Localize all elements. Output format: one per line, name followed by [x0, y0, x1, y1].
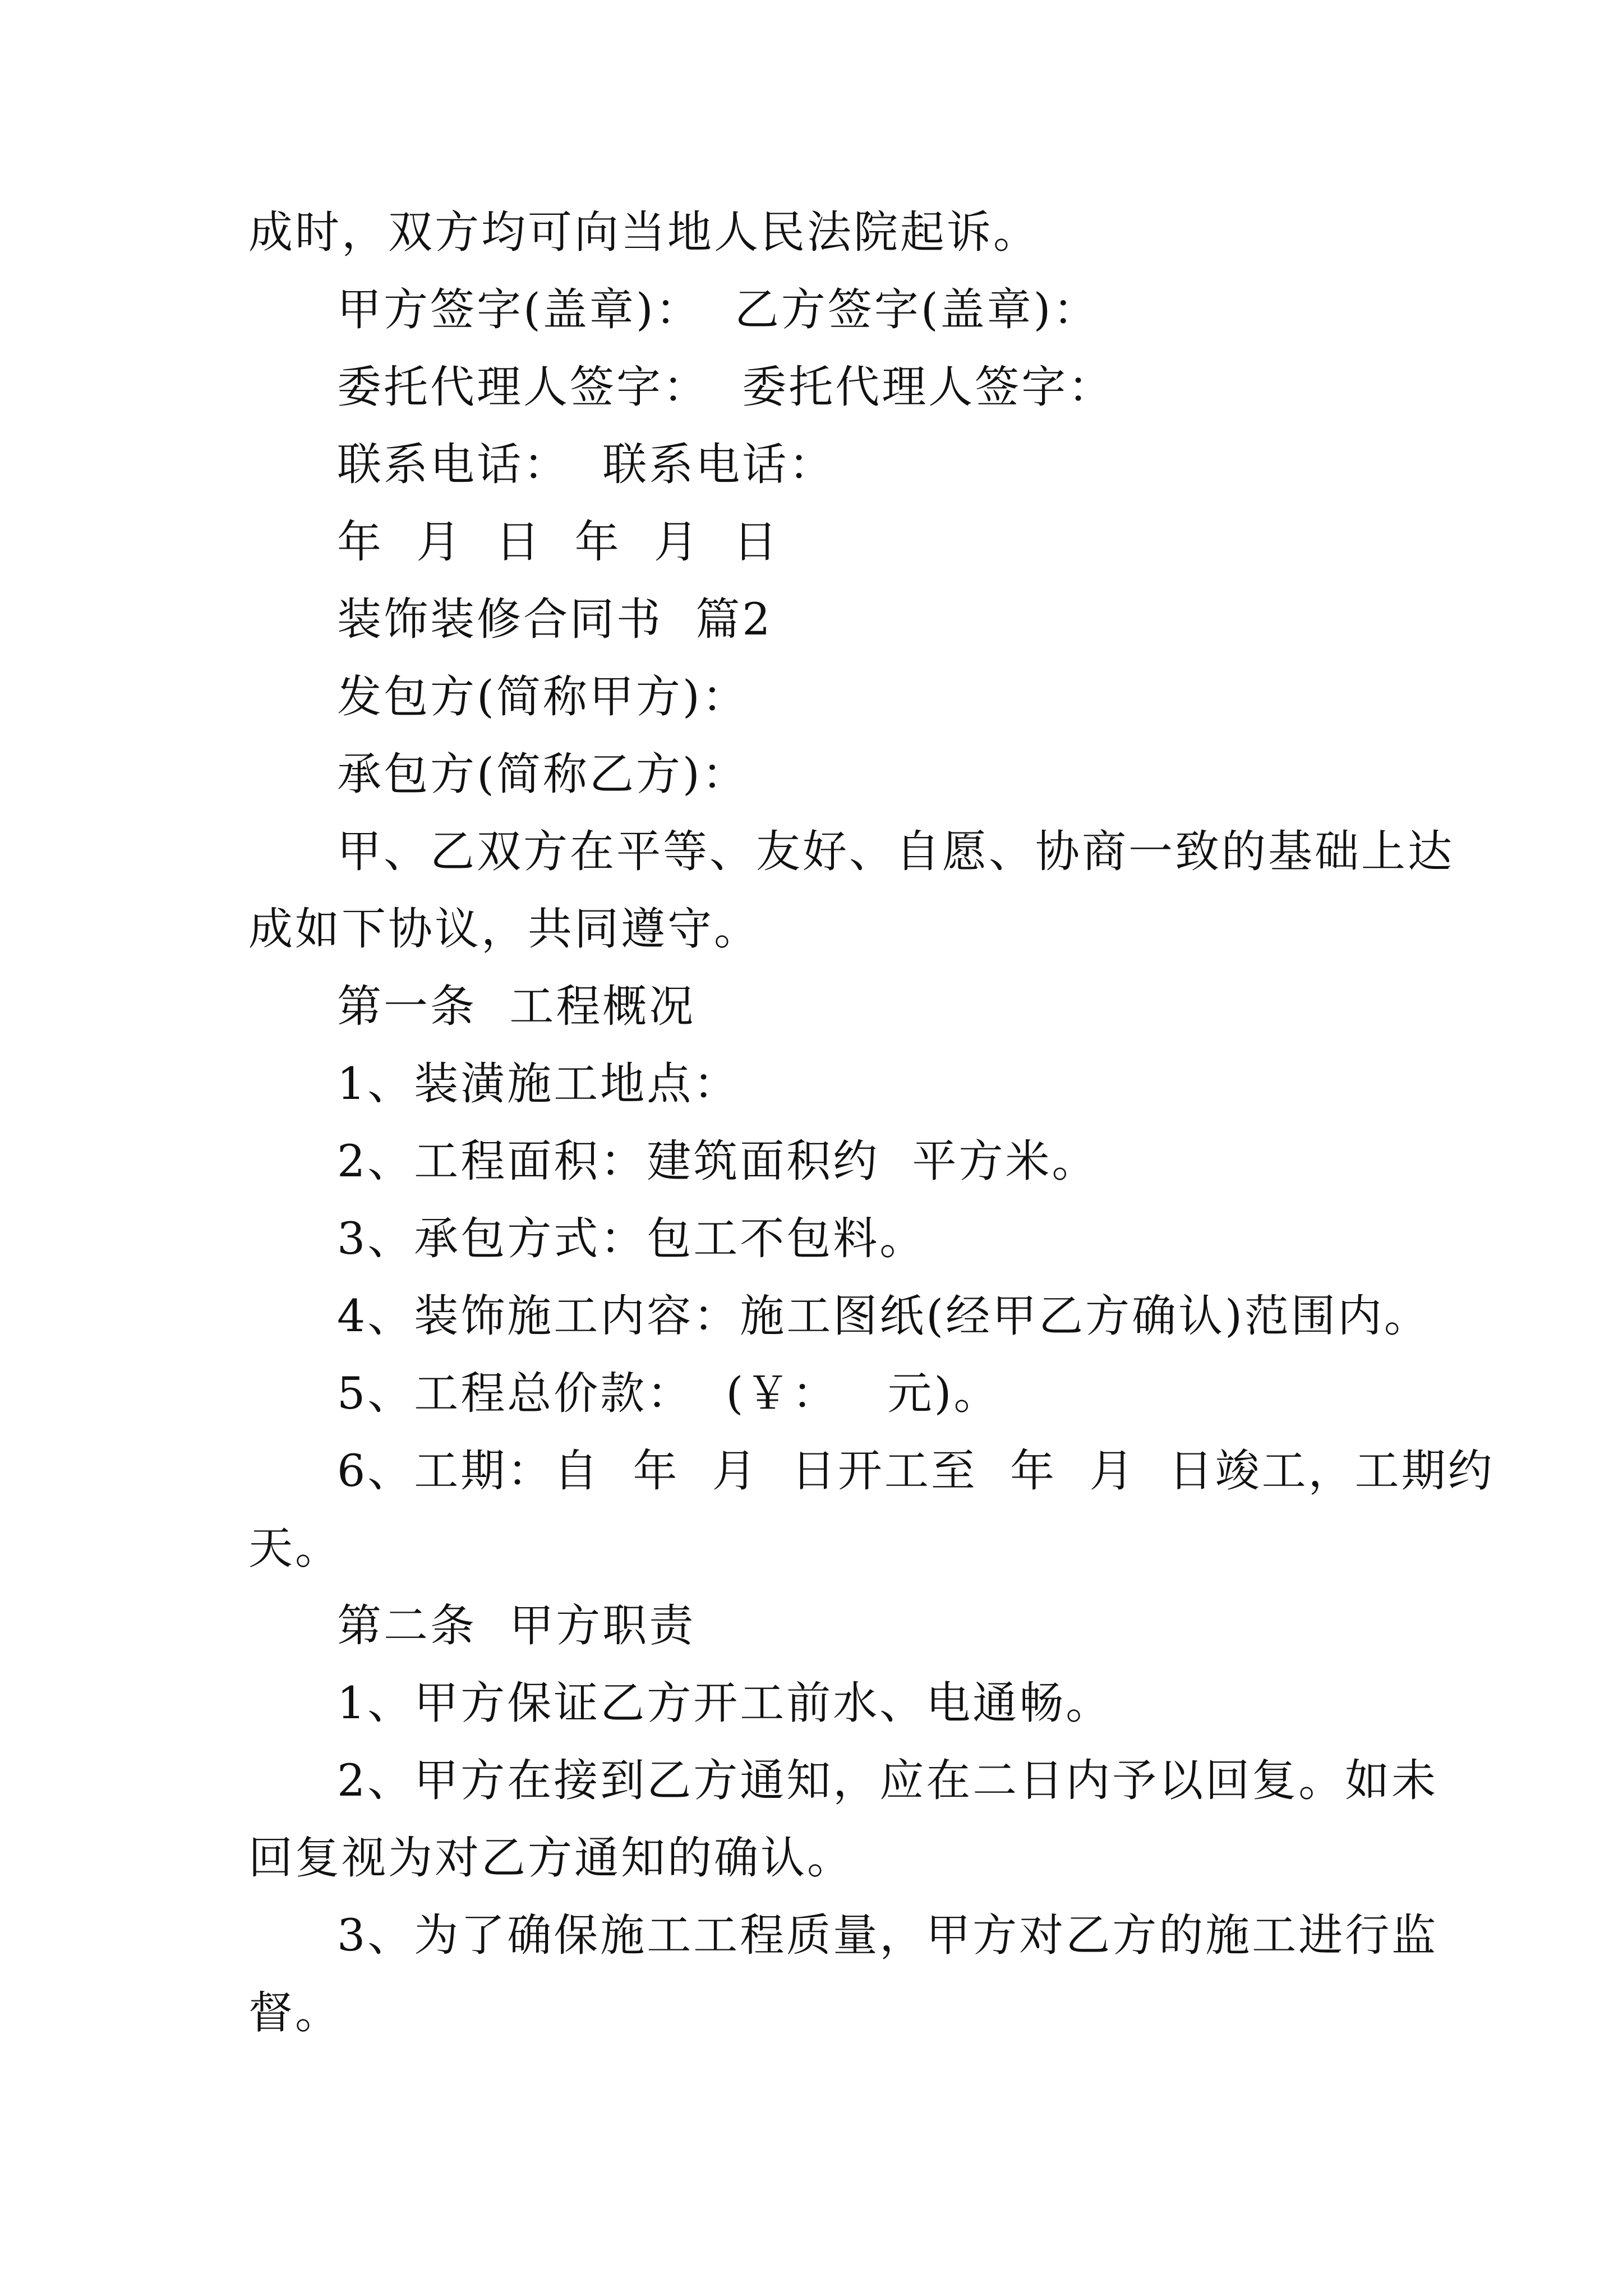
text-line: 甲、乙双方在平等、友好、自愿、协商一致的基础上达 [337, 826, 1454, 877]
text-line: 回复视为对乙方通知的确认。 [248, 1832, 854, 1884]
section-title: 装饰装修合同书 篇2 [337, 593, 773, 645]
text-line: 联系电话： 联系电话： [337, 439, 836, 490]
text-line: 年 月 日 年 月 日 [337, 516, 780, 568]
text-line: 督。 [248, 1987, 342, 2039]
text-line: 成如下协议，共同遵守。 [248, 903, 760, 955]
text-line: 4、装饰施工内容：施工图纸(经甲乙方确认)范围内。 [337, 1290, 1431, 1342]
text-line: 3、承包方式：包工不包料。 [337, 1213, 926, 1264]
text-line: 成时，双方均可向当地人民法院起诉。 [248, 206, 1040, 258]
text-line: 3、为了确保施工工程质量，甲方对乙方的施工进行监 [337, 1910, 1438, 1961]
text-line: 1、甲方保证乙方开工前水、电通畅。 [337, 1677, 1113, 1729]
text-line: 6、工期：自 年 月 日开工至 年 月 日竣工，工期约 [337, 1445, 1495, 1497]
text-line: 委托代理人签字： 委托代理人签字： [337, 361, 1115, 413]
document-body [248, 194, 1495, 2051]
text-line: 1、装潢施工地点： [337, 1058, 740, 1110]
article-heading: 第一条 工程概况 [337, 981, 696, 1032]
text-line: 发包方(简称甲方)： [337, 671, 749, 723]
text-line: 2、工程面积：建筑面积约 平方米。 [337, 1135, 1099, 1187]
text-line: 承包方(简称乙方)： [337, 748, 749, 800]
text-line: 天。 [248, 1522, 342, 1574]
text-line: 2、甲方在接到乙方通知，应在二日内予以回复。如未 [337, 1755, 1438, 1806]
text-line: 5、工程总价款： (￥： 元)。 [337, 1368, 1000, 1419]
text-line: 甲方签字(盖章)： 乙方签字(盖章)： [337, 284, 1100, 335]
article-heading: 第二条 甲方职责 [337, 1600, 696, 1651]
